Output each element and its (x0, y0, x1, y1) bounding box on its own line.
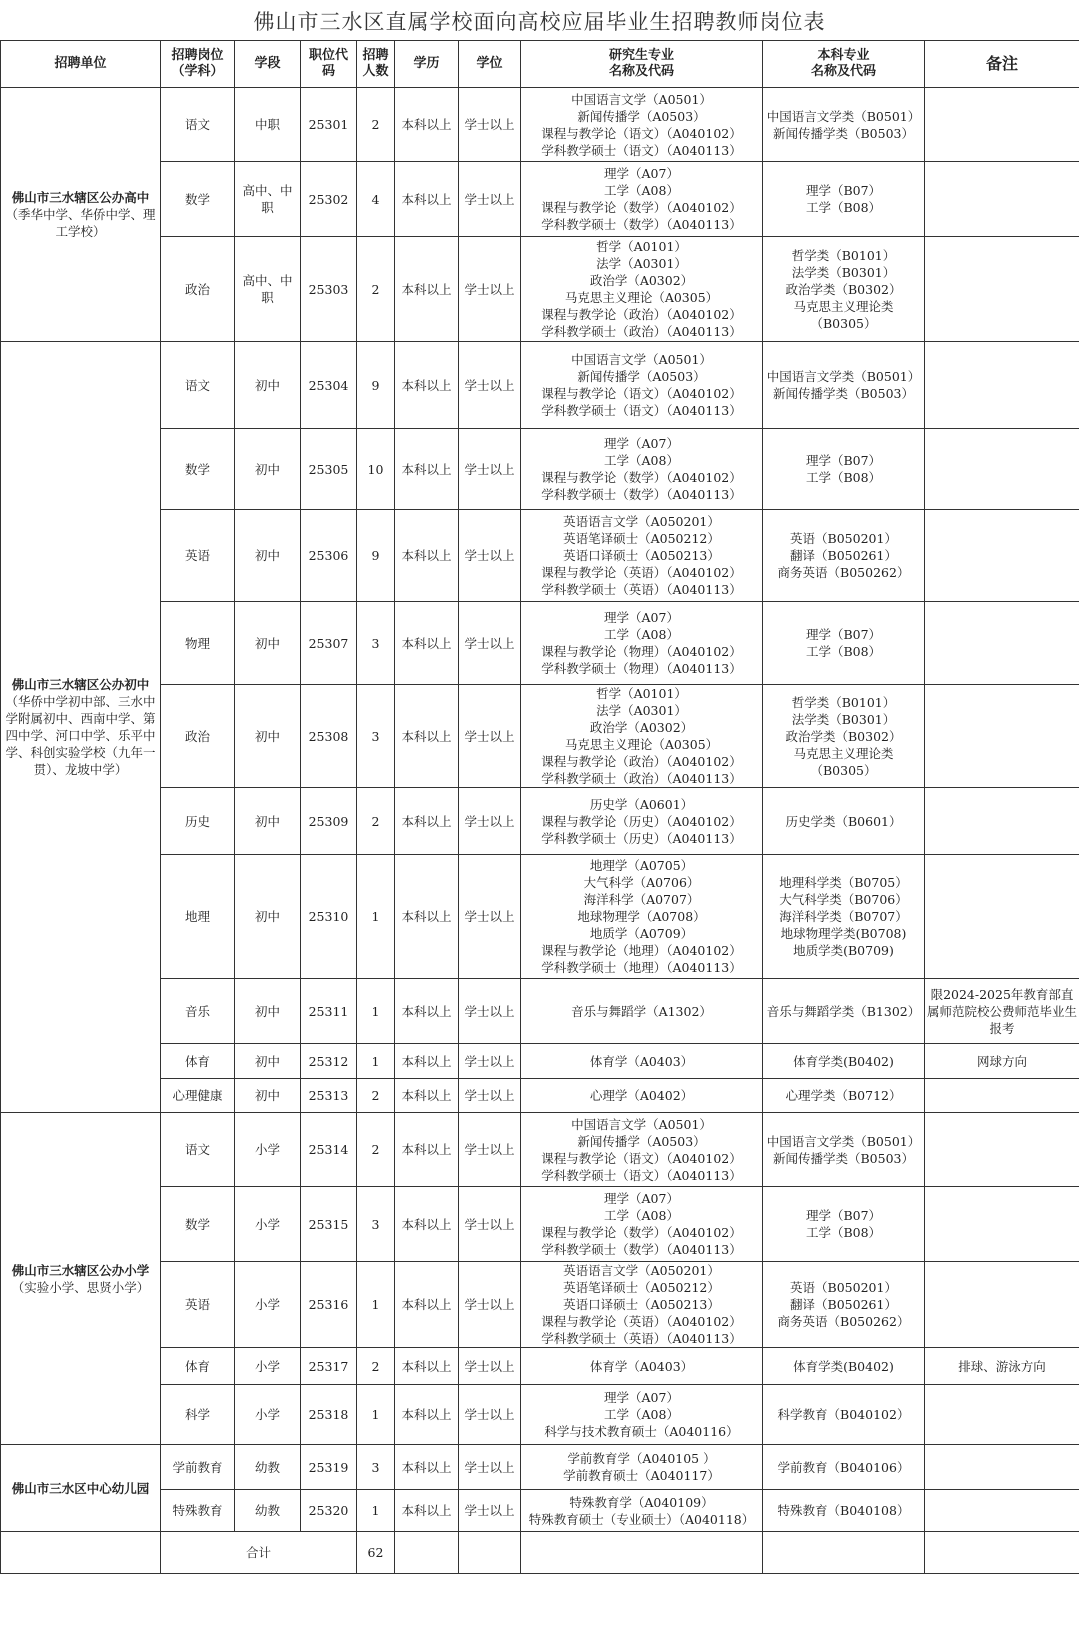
note-cell (925, 1445, 1079, 1490)
subject-cell: 心理健康 (161, 1079, 235, 1113)
note-cell (925, 602, 1079, 685)
subject-cell: 历史 (161, 788, 235, 855)
education-cell: 本科以上 (395, 237, 459, 342)
graduate-majors-cell: 心理学（A0402） (521, 1079, 763, 1113)
total-empty-cell (763, 1532, 925, 1574)
unit-name: 佛山市三水辖区公办高中 (11, 190, 150, 205)
header-subject: 招聘岗位 （学科） (161, 41, 235, 88)
undergrad-majors-cell: 哲学类（B0101） 法学类（B0301） 政治学类（B0302） 马克思主义理论类 （B0305） (763, 237, 925, 342)
degree-cell: 学士以上 (459, 1079, 521, 1113)
education-cell: 本科以上 (395, 855, 459, 979)
education-cell: 本科以上 (395, 162, 459, 237)
headcount-cell: 2 (357, 88, 395, 162)
undergrad-majors-cell: 理学（B07） 工学（B08） (763, 162, 925, 237)
note-cell (925, 1490, 1079, 1532)
undergrad-majors-cell: 中国语言文学类（B0501） 新闻传播学类（B0503） (763, 342, 925, 429)
education-cell: 本科以上 (395, 510, 459, 602)
degree-cell: 学士以上 (459, 1385, 521, 1445)
table-row (1, 788, 1079, 855)
degree-cell: 学士以上 (459, 685, 521, 788)
position-code-cell: 25302 (301, 162, 357, 237)
stage-cell: 小学 (235, 1348, 301, 1385)
position-code-cell: 25308 (301, 685, 357, 788)
table-row (1, 429, 1079, 510)
graduate-majors-cell: 哲学（A0101） 法学（A0301） 政治学（A0302） 马克思主义理论（A0305） 课程与教学论（政治）（A040102） 学科教学硕士（政治）（A040113） (521, 685, 763, 788)
education-cell: 本科以上 (395, 685, 459, 788)
table-row (1, 237, 1079, 342)
undergrad-majors-cell: 心理学类（B0712） (763, 1079, 925, 1113)
undergrad-majors-cell: 中国语言文学类（B0501） 新闻传播学类（B0503） (763, 1113, 925, 1187)
total-empty-cell (521, 1532, 763, 1574)
table-row (1, 685, 1079, 788)
education-cell: 本科以上 (395, 429, 459, 510)
header-code: 职位代 码 (301, 41, 357, 88)
table-row (1, 1385, 1079, 1445)
graduate-majors-cell: 历史学（A0601） 课程与教学论（历史）（A040102） 学科教学硕士（历史）（A040113） (521, 788, 763, 855)
stage-cell: 初中 (235, 788, 301, 855)
note-cell (925, 788, 1079, 855)
headcount-cell: 2 (357, 1079, 395, 1113)
degree-cell: 学士以上 (459, 429, 521, 510)
stage-cell: 小学 (235, 1262, 301, 1348)
undergrad-majors-cell: 理学（B07） 工学（B08） (763, 1187, 925, 1262)
undergrad-majors-cell: 学前教育（B040106） (763, 1445, 925, 1490)
table-row (1, 1187, 1079, 1262)
graduate-majors-cell: 中国语言文学（A0501） 新闻传播学（A0503） 课程与教学论（语文）（A040102） 学科教学硕士（语文）（A040113） (521, 88, 763, 162)
note-cell (925, 429, 1079, 510)
degree-cell: 学士以上 (459, 979, 521, 1044)
stage-cell: 初中 (235, 342, 301, 429)
note-cell (925, 855, 1079, 979)
table-row (1, 1044, 1079, 1079)
table-row (1, 855, 1079, 979)
headcount-cell: 9 (357, 342, 395, 429)
graduate-majors-cell: 理学（A07） 工学（A08） 课程与教学论（物理）（A040102） 学科教学硕士（物理）（A040113） (521, 602, 763, 685)
undergrad-majors-cell: 哲学类（B0101） 法学类（B0301） 政治学类（B0302） 马克思主义理论类 （B0305） (763, 685, 925, 788)
degree-cell: 学士以上 (459, 1187, 521, 1262)
position-code-cell: 25318 (301, 1385, 357, 1445)
unit-detail: （华侨中学初中部、三水中学附属初中、西南中学、第四中学、河口中学、乐平中学、科创实验学校（九年一贯）、龙坡中学） (5, 694, 156, 777)
stage-cell: 初中 (235, 1044, 301, 1079)
position-code-cell: 25305 (301, 429, 357, 510)
stage-cell: 高中、中职 (235, 162, 301, 237)
undergrad-majors-cell: 英语（B050201） 翻译（B050261） 商务英语（B050262） (763, 1262, 925, 1348)
headcount-cell: 1 (357, 979, 395, 1044)
education-cell: 本科以上 (395, 788, 459, 855)
note-cell (925, 342, 1079, 429)
graduate-majors-cell: 英语语言文学（A050201） 英语笔译硕士（A050212） 英语口译硕士（A050213） 课程与教学论（英语）（A040102） 学科教学硕士（英语）（A040113） (521, 1262, 763, 1348)
table-row (1, 1490, 1079, 1532)
header-row (1, 41, 1079, 88)
education-cell: 本科以上 (395, 1113, 459, 1187)
undergrad-majors-cell: 体育学类(B0402) (763, 1044, 925, 1079)
header-degree: 学位 (459, 41, 521, 88)
degree-cell: 学士以上 (459, 1348, 521, 1385)
stage-cell: 小学 (235, 1187, 301, 1262)
note-cell (925, 510, 1079, 602)
table-row (1, 1113, 1079, 1187)
subject-cell: 地理 (161, 855, 235, 979)
education-cell: 本科以上 (395, 602, 459, 685)
graduate-majors-cell: 中国语言文学（A0501） 新闻传播学（A0503） 课程与教学论（语文）（A040102） 学科教学硕士（语文）（A040113） (521, 342, 763, 429)
note-cell: 排球、游泳方向 (925, 1348, 1079, 1385)
headcount-cell: 1 (357, 1044, 395, 1079)
subject-cell: 语文 (161, 88, 235, 162)
header-unit: 招聘单位 (1, 41, 161, 88)
recruiting-unit-cell (1, 1445, 161, 1532)
graduate-majors-cell: 理学（A07） 工学（A08） 课程与教学论（数学）（A040102） 学科教学硕士（数学）（A040113） (521, 429, 763, 510)
subject-cell: 物理 (161, 602, 235, 685)
position-code-cell: 25301 (301, 88, 357, 162)
header-count: 招聘 人数 (357, 41, 395, 88)
graduate-majors-cell: 理学（A07） 工学（A08） 课程与教学论（数学）（A040102） 学科教学硕士（数学）（A040113） (521, 1187, 763, 1262)
unit-detail: （实验小学、思贤小学） (11, 1279, 150, 1295)
subject-cell: 语文 (161, 1113, 235, 1187)
note-cell (925, 88, 1079, 162)
total-row (1, 1532, 1079, 1574)
undergrad-majors-cell: 英语（B050201） 翻译（B050261） 商务英语（B050262） (763, 510, 925, 602)
education-cell: 本科以上 (395, 1262, 459, 1348)
education-cell: 本科以上 (395, 1079, 459, 1113)
position-code-cell: 25303 (301, 237, 357, 342)
stage-cell: 初中 (235, 685, 301, 788)
header-graduate-majors: 研究生专业 名称及代码 (521, 41, 763, 88)
degree-cell: 学士以上 (459, 237, 521, 342)
graduate-majors-cell: 体育学（A0403） (521, 1044, 763, 1079)
note-cell (925, 1187, 1079, 1262)
stage-cell: 幼教 (235, 1445, 301, 1490)
undergrad-majors-cell: 科学教育（B040102） (763, 1385, 925, 1445)
subject-cell: 政治 (161, 685, 235, 788)
degree-cell: 学士以上 (459, 88, 521, 162)
position-code-cell: 25307 (301, 602, 357, 685)
note-cell (925, 1385, 1079, 1445)
degree-cell: 学士以上 (459, 510, 521, 602)
stage-cell: 初中 (235, 510, 301, 602)
note-cell (925, 1079, 1079, 1113)
education-cell: 本科以上 (395, 1187, 459, 1262)
subject-cell: 数学 (161, 1187, 235, 1262)
headcount-cell: 1 (357, 1490, 395, 1532)
headcount-cell: 3 (357, 1445, 395, 1490)
undergrad-majors-cell: 特殊教育（B040108） (763, 1490, 925, 1532)
education-cell: 本科以上 (395, 1044, 459, 1079)
stage-cell: 高中、中职 (235, 237, 301, 342)
table-row (1, 510, 1079, 602)
page-title: 佛山市三水区直属学校面向高校应届毕业生招聘教师岗位表 (253, 10, 826, 34)
stage-cell: 中职 (235, 88, 301, 162)
subject-cell: 体育 (161, 1348, 235, 1385)
undergrad-majors-cell: 音乐与舞蹈学类（B1302） (763, 979, 925, 1044)
degree-cell: 学士以上 (459, 788, 521, 855)
headcount-cell: 2 (357, 1348, 395, 1385)
stage-cell: 初中 (235, 602, 301, 685)
note-cell: 网球方向 (925, 1044, 1079, 1079)
total-empty-cell (459, 1532, 521, 1574)
education-cell: 本科以上 (395, 1348, 459, 1385)
subject-cell: 语文 (161, 342, 235, 429)
table-row (1, 342, 1079, 429)
subject-cell: 体育 (161, 1044, 235, 1079)
position-code-cell: 25314 (301, 1113, 357, 1187)
table-row (1, 979, 1079, 1044)
position-code-cell: 25312 (301, 1044, 357, 1079)
table-row (1, 162, 1079, 237)
subject-cell: 特殊教育 (161, 1490, 235, 1532)
unit-detail: （季华中学、华侨中学、理工学校） (5, 207, 156, 239)
education-cell: 本科以上 (395, 1385, 459, 1445)
unit-name: 佛山市三水区中心幼儿园 (11, 1480, 150, 1496)
position-code-cell: 25315 (301, 1187, 357, 1262)
education-cell: 本科以上 (395, 1490, 459, 1532)
stage-cell: 初中 (235, 855, 301, 979)
position-code-cell: 25310 (301, 855, 357, 979)
subject-cell: 音乐 (161, 979, 235, 1044)
position-code-cell: 25306 (301, 510, 357, 602)
table-row (1, 88, 1079, 162)
header-undergrad-majors: 本科专业 名称及代码 (763, 41, 925, 88)
headcount-cell: 10 (357, 429, 395, 510)
note-cell (925, 162, 1079, 237)
headcount-cell: 3 (357, 1187, 395, 1262)
total-label: 合计 (161, 1532, 357, 1574)
table-row (1, 1445, 1079, 1490)
table-row (1, 1348, 1079, 1385)
position-code-cell: 25313 (301, 1079, 357, 1113)
headcount-cell: 2 (357, 1113, 395, 1187)
degree-cell: 学士以上 (459, 602, 521, 685)
subject-cell: 英语 (161, 1262, 235, 1348)
graduate-majors-cell: 音乐与舞蹈学（A1302） (521, 979, 763, 1044)
headcount-cell: 2 (357, 237, 395, 342)
stage-cell: 小学 (235, 1113, 301, 1187)
subject-cell: 数学 (161, 429, 235, 510)
degree-cell: 学士以上 (459, 342, 521, 429)
graduate-majors-cell: 中国语言文学（A0501） 新闻传播学（A0503） 课程与教学论（语文）（A040102） 学科教学硕士（语文）（A040113） (521, 1113, 763, 1187)
subject-cell: 英语 (161, 510, 235, 602)
education-cell: 本科以上 (395, 88, 459, 162)
unit-name: 佛山市三水辖区公办初中 (11, 677, 150, 692)
subject-cell: 学前教育 (161, 1445, 235, 1490)
header-notes: 备注 (925, 41, 1079, 88)
stage-cell: 初中 (235, 429, 301, 510)
table-row (1, 602, 1079, 685)
headcount-cell: 1 (357, 1262, 395, 1348)
degree-cell: 学士以上 (459, 1445, 521, 1490)
graduate-majors-cell: 体育学（A0403） (521, 1348, 763, 1385)
total-empty-cell (395, 1532, 459, 1574)
graduate-majors-cell: 地理学（A0705） 大气科学（A0706） 海洋科学（A0707） 地球物理学（A0708） 地质学（A0709） 课程与教学论（地理）（A040102） 学科教学硕士（地理）（A040113） (521, 855, 763, 979)
position-code-cell: 25309 (301, 788, 357, 855)
headcount-cell: 4 (357, 162, 395, 237)
note-cell (925, 1113, 1079, 1187)
headcount-cell: 9 (357, 510, 395, 602)
graduate-majors-cell: 学前教育学（A040105 ） 学前教育硕士（A040117） (521, 1445, 763, 1490)
recruiting-unit-cell (1, 342, 161, 1113)
note-cell (925, 685, 1079, 788)
recruitment-table (0, 40, 1079, 1574)
position-code-cell: 25320 (301, 1490, 357, 1532)
total-count: 62 (357, 1532, 395, 1574)
headcount-cell: 3 (357, 602, 395, 685)
undergrad-majors-cell: 中国语言文学类（B0501） 新闻传播学类（B0503） (763, 88, 925, 162)
recruiting-unit-cell (1, 1113, 161, 1445)
subject-cell: 数学 (161, 162, 235, 237)
undergrad-majors-cell: 理学（B07） 工学（B08） (763, 602, 925, 685)
degree-cell: 学士以上 (459, 1113, 521, 1187)
degree-cell: 学士以上 (459, 1262, 521, 1348)
note-cell (925, 1262, 1079, 1348)
table-row (1, 1262, 1079, 1348)
headcount-cell: 2 (357, 788, 395, 855)
note-cell: 限2024-2025年教育部直属师范院校公费师范毕业生报考 (925, 979, 1079, 1044)
subject-cell: 科学 (161, 1385, 235, 1445)
position-code-cell: 25319 (301, 1445, 357, 1490)
degree-cell: 学士以上 (459, 1044, 521, 1079)
subject-cell: 政治 (161, 237, 235, 342)
degree-cell: 学士以上 (459, 162, 521, 237)
graduate-majors-cell: 特殊教育学（A040109） 特殊教育硕士（专业硕士）（A040118） (521, 1490, 763, 1532)
stage-cell: 初中 (235, 979, 301, 1044)
education-cell: 本科以上 (395, 1445, 459, 1490)
stage-cell: 初中 (235, 1079, 301, 1113)
education-cell: 本科以上 (395, 979, 459, 1044)
education-cell: 本科以上 (395, 342, 459, 429)
undergrad-majors-cell: 体育学类(B0402) (763, 1348, 925, 1385)
degree-cell: 学士以上 (459, 1490, 521, 1532)
graduate-majors-cell: 哲学（A0101） 法学（A0301） 政治学（A0302） 马克思主义理论（A0305） 课程与教学论（政治）（A040102） 学科教学硕士（政治）（A040113） (521, 237, 763, 342)
undergrad-majors-cell: 理学（B07） 工学（B08） (763, 429, 925, 510)
position-code-cell: 25316 (301, 1262, 357, 1348)
degree-cell: 学士以上 (459, 855, 521, 979)
headcount-cell: 1 (357, 855, 395, 979)
position-code-cell: 25317 (301, 1348, 357, 1385)
position-code-cell: 25311 (301, 979, 357, 1044)
total-blank-cell (1, 1532, 161, 1574)
recruiting-unit-cell (1, 88, 161, 342)
header-stage: 学段 (235, 41, 301, 88)
header-education: 学历 (395, 41, 459, 88)
stage-cell: 小学 (235, 1385, 301, 1445)
total-empty-cell (925, 1532, 1079, 1574)
undergrad-majors-cell: 地理科学类（B0705） 大气科学类（B0706） 海洋科学类（B0707） 地球物理学类(B0708) 地质学类(B0709) (763, 855, 925, 979)
undergrad-majors-cell: 历史学类（B0601） (763, 788, 925, 855)
position-code-cell: 25304 (301, 342, 357, 429)
headcount-cell: 1 (357, 1385, 395, 1445)
unit-name: 佛山市三水辖区公办小学 (11, 1262, 150, 1278)
graduate-majors-cell: 理学（A07） 工学（A08） 科学与技术教育硕士（A040116） (521, 1385, 763, 1445)
graduate-majors-cell: 英语语言文学（A050201） 英语笔译硕士（A050212） 英语口译硕士（A050213） 课程与教学论（英语）（A040102） 学科教学硕士（英语）（A040113） (521, 510, 763, 602)
graduate-majors-cell: 理学（A07） 工学（A08） 课程与教学论（数学）（A040102） 学科教学硕士（数学）（A040113） (521, 162, 763, 237)
table-row (1, 1079, 1079, 1113)
stage-cell: 幼教 (235, 1490, 301, 1532)
headcount-cell: 3 (357, 685, 395, 788)
note-cell (925, 237, 1079, 342)
